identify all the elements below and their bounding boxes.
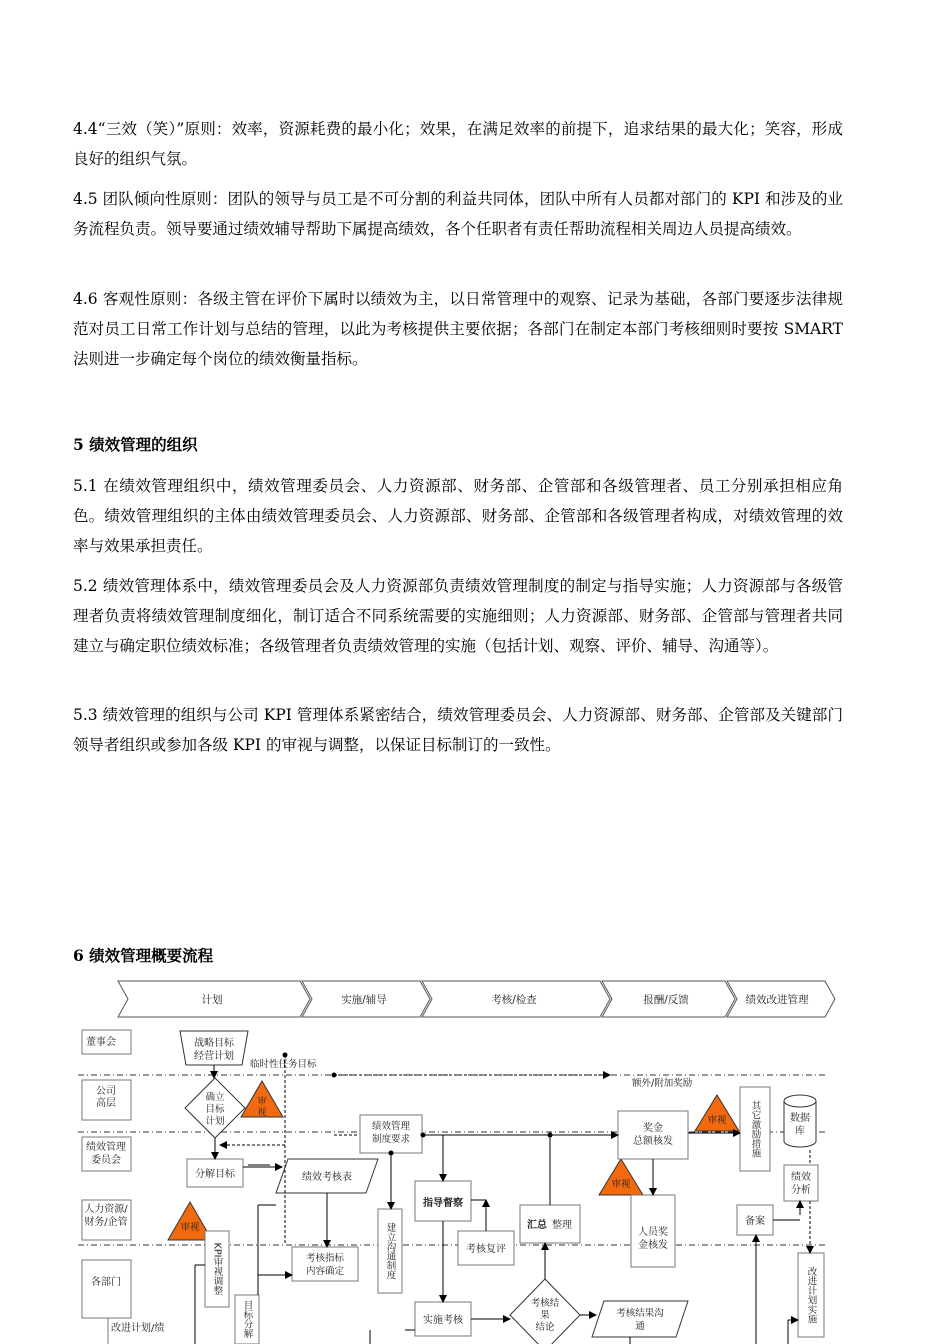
svg-text:果: 果 [540,1310,550,1321]
svg-text:分解目标: 分解目标 [195,1169,235,1180]
svg-text:高层: 高层 [96,1098,116,1109]
phase-label: 计划 [201,994,223,1006]
svg-text:目标分解: 目标分解 [241,1300,253,1338]
svg-text:分析: 分析 [791,1185,811,1196]
node-assess-review [458,1231,514,1265]
node-improve-implement [798,1253,824,1337]
node-summary [520,1205,580,1243]
svg-text:人力资源/: 人力资源/ [84,1204,128,1215]
svg-text:确立: 确立 [205,1092,225,1103]
section-5-heading: 5 绩效管理的组织 [73,435,198,454]
svg-text:奖金: 奖金 [643,1123,663,1134]
paragraph-4-5: 4.5 团队倾向性原则：团队的领导与员工是不可分割的利益共同体，团队中所有人员都对部门的 KPI 和涉及的业务流程负责。领导要通过绩效辅导帮助下属提高绩效，各个任职者有责任帮助流程相关周边人员提高绩效。 [73,190,843,238]
review-triangle [241,1081,283,1118]
phase-label: 考核/检查 [491,994,537,1006]
svg-text:备案: 备案 [745,1216,765,1227]
svg-text:绩效管理: 绩效管理 [86,1142,126,1153]
svg-text:战略目标: 战略目标 [194,1038,234,1049]
svg-text:审: 审 [257,1097,267,1107]
paragraph-5-1: 5.1 在绩效管理组织中，绩效管理委员会、人力资源部、财务部、企管部和各级管理者、员工分别承担相应角色。绩效管理组织的主体由绩效管理委员会、人力资源部、财务部、企管部和各级管理者构成，对绩效管理的效率与效果承担责任。 [73,477,843,555]
node-database [784,1095,816,1147]
node-confirm-plan [185,1078,245,1138]
svg-text:建立沟通制度: 建立沟通制度 [384,1222,396,1280]
svg-text:考核指标: 考核指标 [305,1253,345,1264]
svg-text:绩效管理: 绩效管理 [371,1121,411,1132]
svg-text:目标: 目标 [205,1104,225,1115]
phase-label: 绩效改进管理 [745,994,809,1006]
paragraph-5-3: 5.3 绩效管理的组织与公司 KPI 管理体系紧密结合，绩效管理委员会、人力资源部、财务部、企管部及关键部门领导者组织或参加各级 KPI 的审视与调整，以保证目标制订的一致性。 [73,706,843,754]
node-decompose [187,1159,243,1187]
svg-text:制度要求: 制度要求 [371,1134,411,1145]
node-result-communicate [592,1301,688,1337]
node-strategy [180,1031,248,1065]
svg-text:公司: 公司 [96,1086,116,1097]
svg-text:其它激励措施: 其它激励措施 [749,1100,761,1158]
svg-text:审视: 审视 [707,1115,727,1126]
paragraph-5-2: 5.2 绩效管理体系中，绩效管理委员会及人力资源部负责绩效管理制度的制定与指导实施；人力资源部与各级管理者负责将绩效管理制度细化，制订适合不同系统需要的实施细则；人力资源部、财务部、企管部与管理者共同建立与确定职位绩效标准；各级管理者负责绩效管理的实施（包括计划、观察、评价、辅导、沟通等）。 [73,577,843,655]
node-indicator [292,1247,358,1281]
lane-labels [82,1030,164,1344]
svg-text:绩效考核表: 绩效考核表 [302,1172,352,1183]
node-bonus-total [618,1111,688,1159]
svg-text:KPI审视调整: KPI审视调整 [211,1242,223,1296]
svg-text:整理: 整理 [552,1220,572,1231]
phase-bar [118,981,835,1017]
svg-text:考核复评: 考核复评 [466,1244,506,1255]
svg-text:委员会: 委员会 [91,1155,121,1166]
node-target-decompose [235,1295,259,1344]
svg-text:通: 通 [635,1321,645,1332]
svg-text:实施考核: 实施考核 [423,1315,463,1326]
svg-text:汇总: 汇总 [527,1220,547,1231]
svg-text:考核结: 考核结 [530,1298,560,1309]
node-assess-table [276,1159,378,1193]
node-other-incentive [740,1087,770,1171]
section-6-heading: 6 绩效管理概要流程 [73,946,214,965]
svg-text:视: 视 [257,1108,267,1118]
svg-text:考核结果沟: 考核结果沟 [616,1308,664,1319]
svg-text:内容确定: 内容确定 [305,1266,345,1277]
paragraph-4-6: 4.6 客观性原则：各级主管在评价下属时以绩效为主，以日常管理中的观察、记录为基础，各部门要逐步法律规范对员工日常工作计划与总结的管理，以此为考核提供主要依据；各部门在制定本部门考核细则时要按 SMART 法则进一步确定每个岗位的绩效衡量指标。 [73,290,843,368]
lane-label: 董事会 [86,1037,116,1048]
svg-text:经营计划: 经营计划 [194,1051,234,1062]
performance-flowchart [70,975,845,1344]
svg-text:计划: 计划 [205,1116,225,1127]
node-mgmt-requirement [360,1115,422,1153]
node-implement [415,1302,471,1336]
svg-text:审视: 审视 [180,1222,200,1233]
svg-text:财务/企管: 财务/企管 [84,1217,128,1228]
node-kpi-adjust [205,1231,229,1307]
review-triangle [599,1159,643,1195]
svg-text:总额核发: 总额核发 [633,1136,673,1147]
svg-text:绩效: 绩效 [791,1172,811,1183]
label-temp-task: 临时性任务目标 [250,1059,317,1070]
lane-label: 各部门 [91,1277,121,1288]
node-conclusion [510,1279,580,1344]
svg-text:库: 库 [795,1126,805,1137]
svg-text:审视: 审视 [611,1179,631,1190]
svg-text:数据: 数据 [790,1113,810,1124]
svg-text:指导督察: 指导督察 [423,1198,463,1209]
paragraph-4-4: 4.4“三效（笑）”原则：效率，资源耗费的最小化；效果，在满足效率的前提下，追求结果的最大化；笑容，形成良好的组织气氛。 [73,120,843,168]
lane-label: 改进计划/绩 [111,1323,165,1334]
node-perf-analysis [784,1165,818,1201]
node-build-communication [378,1209,402,1293]
node-archive [737,1205,773,1235]
node-guide-observe [415,1181,471,1221]
svg-text:改进计划实施: 改进计划实施 [805,1266,817,1324]
svg-text:人员奖: 人员奖 [638,1227,668,1238]
svg-text:结论: 结论 [535,1322,555,1333]
node-personal-bonus [631,1195,675,1267]
phase-label: 报酬/反馈 [643,994,689,1006]
review-triangle [695,1095,739,1131]
phase-label: 实施/辅导 [341,994,387,1006]
svg-text:金核发: 金核发 [638,1240,668,1251]
label-extra-bonus: 额外/附加奖励 [632,1078,693,1089]
